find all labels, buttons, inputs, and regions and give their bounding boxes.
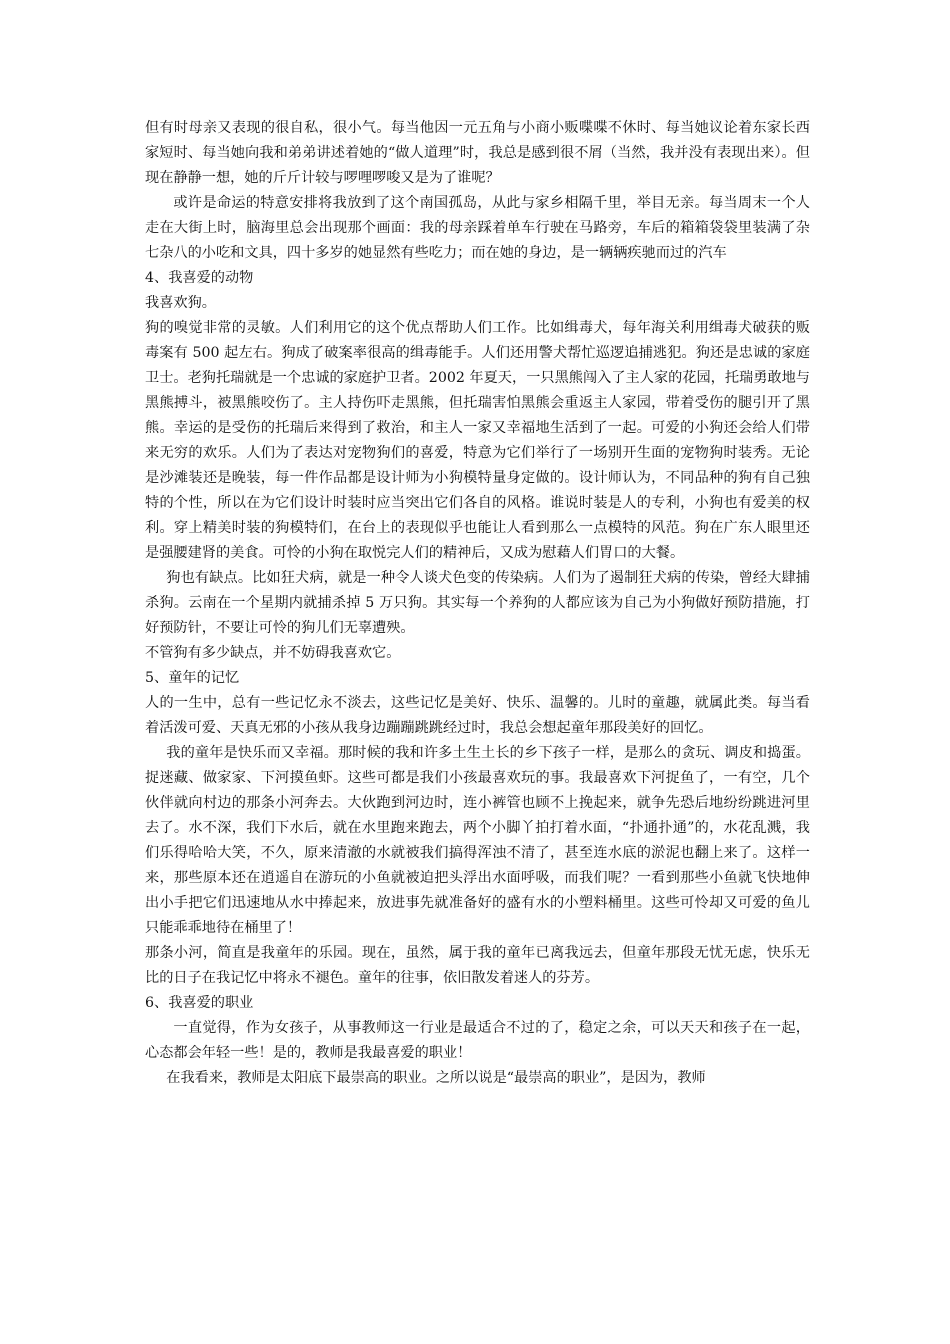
paragraph-mother-selfish: 但有时母亲又表现的很自私，很小气。每当他因一元五角与小商小贩喋喋不休时、每当她议论着东家长西家短时、每当她向我和弟弟讲述着她的“做人道理”时，我总是感到很不屑（当然，我并没有表现出来）。但现在静静一想，她的斤斤计较与啰哩啰唆又是为了谁呢？ xyxy=(145,120,810,186)
paragraph-dog-conclusion: 不管狗有多少缺点，并不妨碍我喜欢它。 xyxy=(145,645,401,661)
section-heading-childhood-memory: 5、童年的记忆 xyxy=(145,670,240,686)
document-page xyxy=(145,116,810,1091)
section-heading-favorite-job: 6、我喜爱的职业 xyxy=(145,995,254,1011)
paragraph-i-like-dogs: 我喜欢狗。 xyxy=(145,295,216,311)
paragraph-mother-memory: 或许是命运的特意安排将我放到了这个南国孤岛，从此与家乡相隔千里，举目无亲。每当周末一个人走在大街上时，脑海里总会出现那个画面：我的母亲踩着单车行驶在马路旁，车后的箱箱袋袋里装满了杂七杂八的小吃和文具，四十多岁的她显然有些吃力；而在她的身边，是一辆辆疾驰而过的汽车 xyxy=(145,195,810,261)
paragraph-childhood-river: 我的童年是快乐而又幸福。那时候的我和许多土生土长的乡下孩子一样，是那么的贪玩、调皮和捣蛋。捉迷藏、做家家、下河摸鱼虾。这些可都是我们小孩最喜欢玩的事。我最喜欢下河捉鱼了，一有空，几个伙伴就向村边的那条小河奔去。大伙跑到河边时，连小裤管也顾不上挽起来，就争先恐后地纷纷跳进河里去了。水不深，我们下水后，就在水里跑来跑去，两个小脚丫拍打着水面，“扑通扑通”的，水花乱溅，我们乐得哈哈大笑，不久，原来清澈的水就被我们搞得浑浊不清了，甚至连水底的淤泥也翻上来了。这样一来，那些原本还在逍遥自在游玩的小鱼就被迫把头浮出水面呼吸，而我们呢？一看到那些小鱼就飞快地伸出小手把它们迅速地从水中捧起来，放进事先就准备好的盛有水的小塑料桶里。这些可怜却又可爱的鱼儿只能乖乖地待在桶里了！ xyxy=(145,745,810,936)
paragraph-childhood-intro: 人的一生中，总有一些记忆永不淡去，这些记忆是美好、快乐、温馨的。儿时的童趣，就属此类。每当看着活泼可爱、天真无邪的小孩从我身边蹦蹦跳跳经过时，我总会想起童年那段美好的回忆。 xyxy=(145,695,810,736)
paragraph-childhood-conclusion: 那条小河，简直是我童年的乐园。现在，虽然，属于我的童年已离我远去，但童年那段无忧无虑，快乐无比的日子在我记忆中将永不褪色。童年的往事，依旧散发着迷人的芬芳。 xyxy=(145,945,810,986)
paragraph-job-intro: 一直觉得，作为女孩子，从事教师这一行业是最适合不过的了，稳定之余，可以天天和孩子在一起，心态都会年轻一些！是的，教师是我最喜爱的职业！ xyxy=(145,1020,810,1061)
paragraph-dog-virtues: 狗的嗅觉非常的灵敏。人们利用它的这个优点帮助人们工作。比如缉毒犬，每年海关利用缉毒犬破获的贩毒案有 500 起左右。狗成了破案率很高的缉毒能手。人们还用警犬帮忙巡逻追捕逃犯。狗还是忠诚的家庭卫士。老狗托瑞就是一个忠诚的家庭护卫者。2002 年夏天，一只黑熊闯入了主人家的花园，托瑞勇敢地与黑熊搏斗，被黑熊咬伤了。主人持伤吓走黑熊，但托瑞害怕黑熊会重返主人家园，带着受伤的腿引开了黑熊。幸运的是受伤的托瑞后来得到了救治，和主人一家又幸福地生活到了一起。可爱的小狗还会给人们带来无穷的欢乐。人们为了表达对宠物狗们的喜爱，特意为它们举行了一场别开生面的宠物狗时装秀。无论是沙滩装还是晚装，每一件作品都是设计师为小狗模特量身定做的。设计师认为，不同品种的狗有自己独特的个性，所以在为它们设计时装时应当突出它们各自的风格。谁说时装是人的专利，小狗也有爱美的权利。穿上精美时装的狗模特们，在台上的表现似乎也能让人看到那么一点模特的风范。狗在广东人眼里还是强腰建肾的美食。可怜的小狗在取悦完人们的精神后，又成为慰藉人们胃口的大餐。 xyxy=(145,320,810,561)
section-heading-favorite-animal: 4、我喜爱的动物 xyxy=(145,270,254,286)
paragraph-dog-faults: 狗也有缺点。比如狂犬病，就是一种令人谈犬色变的传染病。人们为了遏制狂犬病的传染，曾经大肆捕杀狗。云南在一个星期内就捕杀掉 5 万只狗。其实每一个养狗的人都应该为自己为小狗做好预防措施，打好预防针，不要让可怜的狗儿们无辜遭殃。 xyxy=(145,570,810,636)
paragraph-job-teacher: 在我看来，教师是太阳底下最崇高的职业。之所以说是“最崇高的职业”，是因为，教师 xyxy=(166,1070,706,1086)
